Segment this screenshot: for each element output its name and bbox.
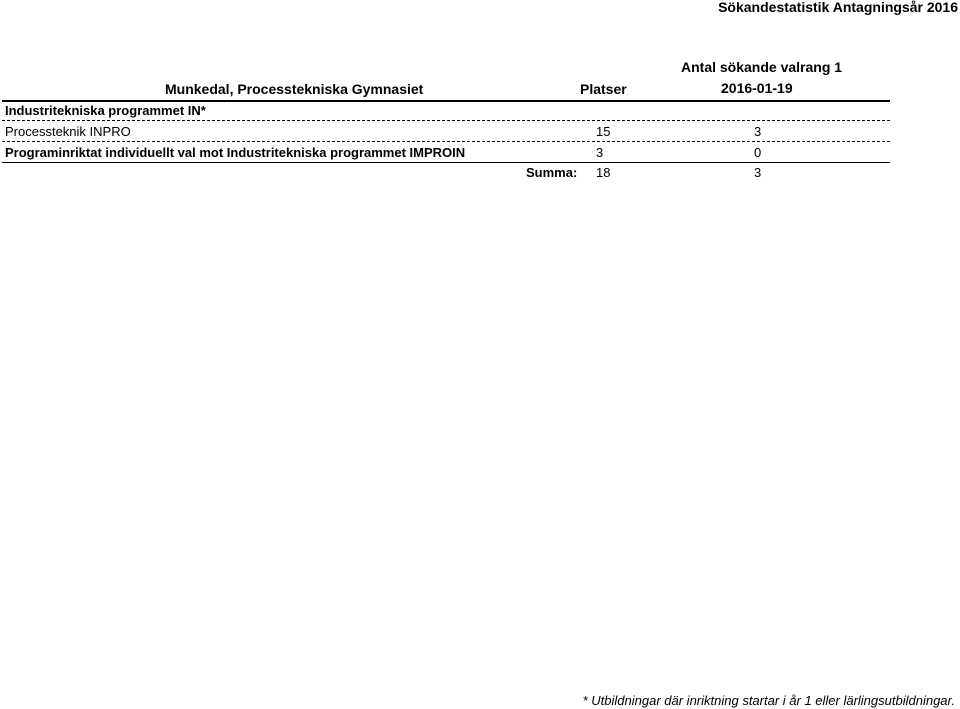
- summary-divider: [2, 162, 890, 163]
- column-header-date: 2016-01-19: [721, 80, 793, 96]
- table-row-platser: 15: [596, 124, 611, 139]
- table-row-sokande: 0: [754, 145, 762, 160]
- dashed-divider: [2, 141, 890, 142]
- column-header-antal-sokande: Antal sökande valrang 1: [681, 59, 843, 75]
- column-header-platser: Platser: [580, 81, 627, 97]
- dashed-divider: [2, 120, 890, 121]
- program-heading: Industritekniska programmet IN*: [5, 103, 206, 118]
- table-row-platser: 3: [596, 145, 604, 160]
- summary-label: Summa:: [526, 165, 578, 180]
- table-row-name: Processteknik INPRO: [5, 124, 131, 139]
- table-row-sokande: 3: [754, 124, 762, 139]
- header-divider: [2, 100, 890, 102]
- summary-platser: 18: [596, 165, 611, 180]
- report-title: Sökandestatistik Antagningsår 2016: [718, 0, 958, 15]
- footnote: * Utbildningar där inriktning startar i år 1 eller lärlingsutbildningar.: [582, 693, 955, 708]
- summary-sokande: 3: [754, 165, 762, 180]
- table-row-name: Programinriktat individuellt val mot Industritekniska programmet IMPROIN: [5, 145, 466, 160]
- school-name: Munkedal, Processtekniska Gymnasiet: [165, 81, 424, 97]
